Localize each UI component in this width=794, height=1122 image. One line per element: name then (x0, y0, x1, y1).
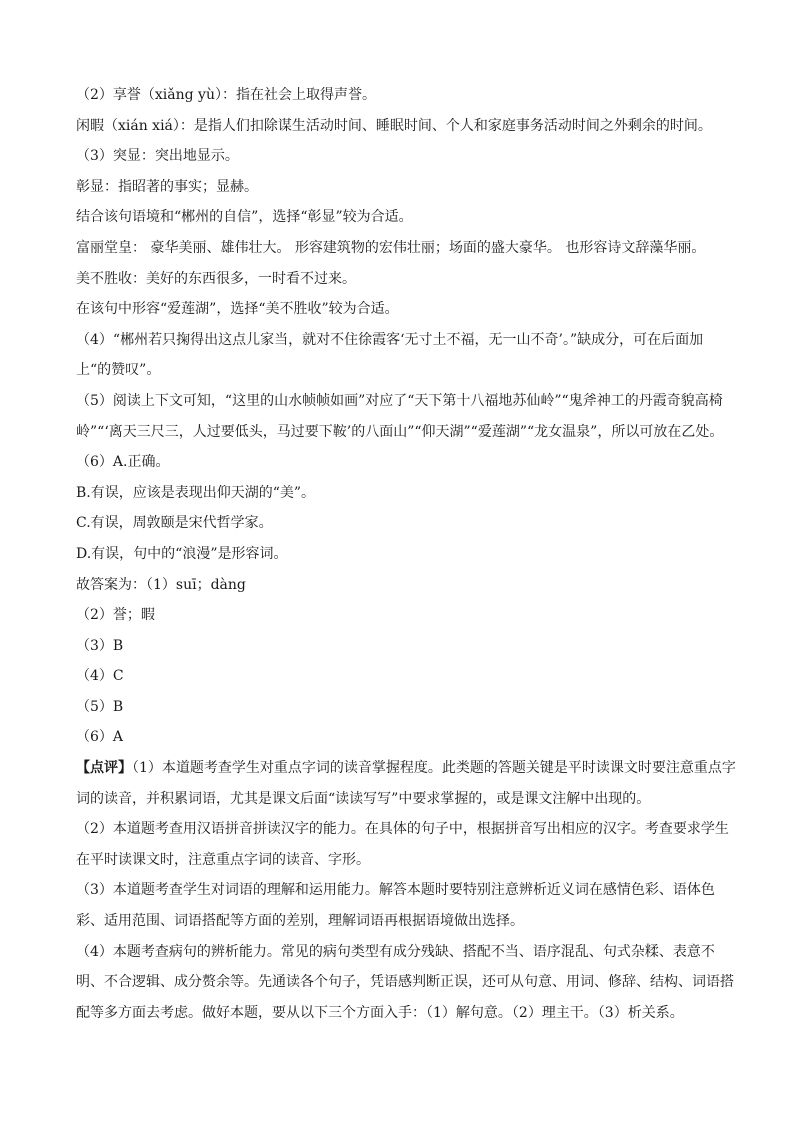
answer-summary: 故答案为：（1）suī；dàng (76, 576, 246, 593)
text-line: （3）突显：突出地显示。 (76, 148, 239, 165)
document-page (76, 80, 736, 1028)
answer-line: （6）A (76, 729, 124, 746)
text-line: C.有误，周敦颐是宋代哲学家。 (76, 515, 273, 532)
comment-label: 【点评】 (76, 760, 132, 777)
comment-text: （1）本道题考查学生对重点字词的读音掌握程度。此类题的答题关键是平时读课文时要注意重点字词的读音，并积累词语，尤其是课文后面“读读写写”中要求掌握的，或是课文注解中出现的。 (76, 760, 736, 807)
answer-line: （5）B (76, 698, 124, 715)
comment-paragraph: （2）本道题考查用汉语拼音拼读汉字的能力。在具体的句子中，根据拼音写出相应的汉字。考查要求学生在平时读课文时，注意重点字词的读音、字形。 (76, 821, 729, 868)
text-line: D.有误，句中的“浪漫”是形容词。 (76, 545, 288, 562)
text-line: 闲暇（xián xiá）：是指人们扣除谋生活动时间、睡眠时间、个人和家庭事务活动时间之外剩余的时间。 (76, 117, 712, 134)
text-line: （6）A.正确。 (76, 454, 170, 471)
text-line: 美不胜收：美好的东西很多，一时看不过来。 (76, 270, 356, 287)
text-line: B.有误，应该是表现出仰天湖的“美”。 (76, 484, 316, 501)
answer-line: （2）誉；暇 (76, 607, 155, 624)
text-line: （2）享誉（xiǎng yù）：指在社会上取得声誉。 (76, 87, 376, 103)
text-line: 彰显：指昭著的事实；显赫。 (76, 178, 258, 195)
text-paragraph: （5）阅读上下文可知，“这里的山水帧帧如画”对应了“天下第十八福地苏仙岭”“鬼斧神工的丹霞奇貌高椅岭”“‘离天三尺三，人过要低头，马过要下鞍’的八面山”“仰天湖”“爱莲湖”“龙女温泉”，所以可放在乙处。 (76, 392, 724, 440)
answer-line: （3）B (76, 637, 124, 654)
text-paragraph: （4）“郴州若只掬得出这点儿家当，就对不住徐霞客‘无寸土不福，无一山不奇’。”缺成分，可在后面加上“的赞叹”。 (76, 331, 704, 379)
comment-paragraph: （4）本题考查病句的辨析能力。常见的病句类型有成分残缺、搭配不当、语序混乱、句式杂糅、表意不明、不合逻辑、成分赘余等。先通读各个句子，凭语感判断正误，还可从句意、用词、修辞、结构、词语搭配等多方面去考虑。做好本题，要从以下三个方面入手：（1）解句意。（2）理主干。（3）析关系。 (76, 943, 734, 1021)
text-line: 富丽堂皇： 豪华美丽、雄伟壮大。 形容建筑物的宏伟壮丽；场面的盛大豪华。 也形容诗文辞藻华丽。 (76, 239, 706, 256)
text-line: 结合该句语境和“郴州的自信”，选择“彰显”较为合适。 (76, 209, 413, 226)
comment-paragraph (76, 753, 736, 814)
comment-paragraph: （3）本道题考查学生对词语的理解和运用能力。解答本题时要特别注意辨析近义词在感情色彩、语体色彩、适用范围、词语搭配等方面的差别，理解词语再根据语境做出选择。 (76, 882, 715, 930)
answer-line: （4）C (76, 668, 124, 685)
text-line: 在该句中形容“爱莲湖”，选择“美不胜收”较为合适。 (76, 301, 399, 318)
